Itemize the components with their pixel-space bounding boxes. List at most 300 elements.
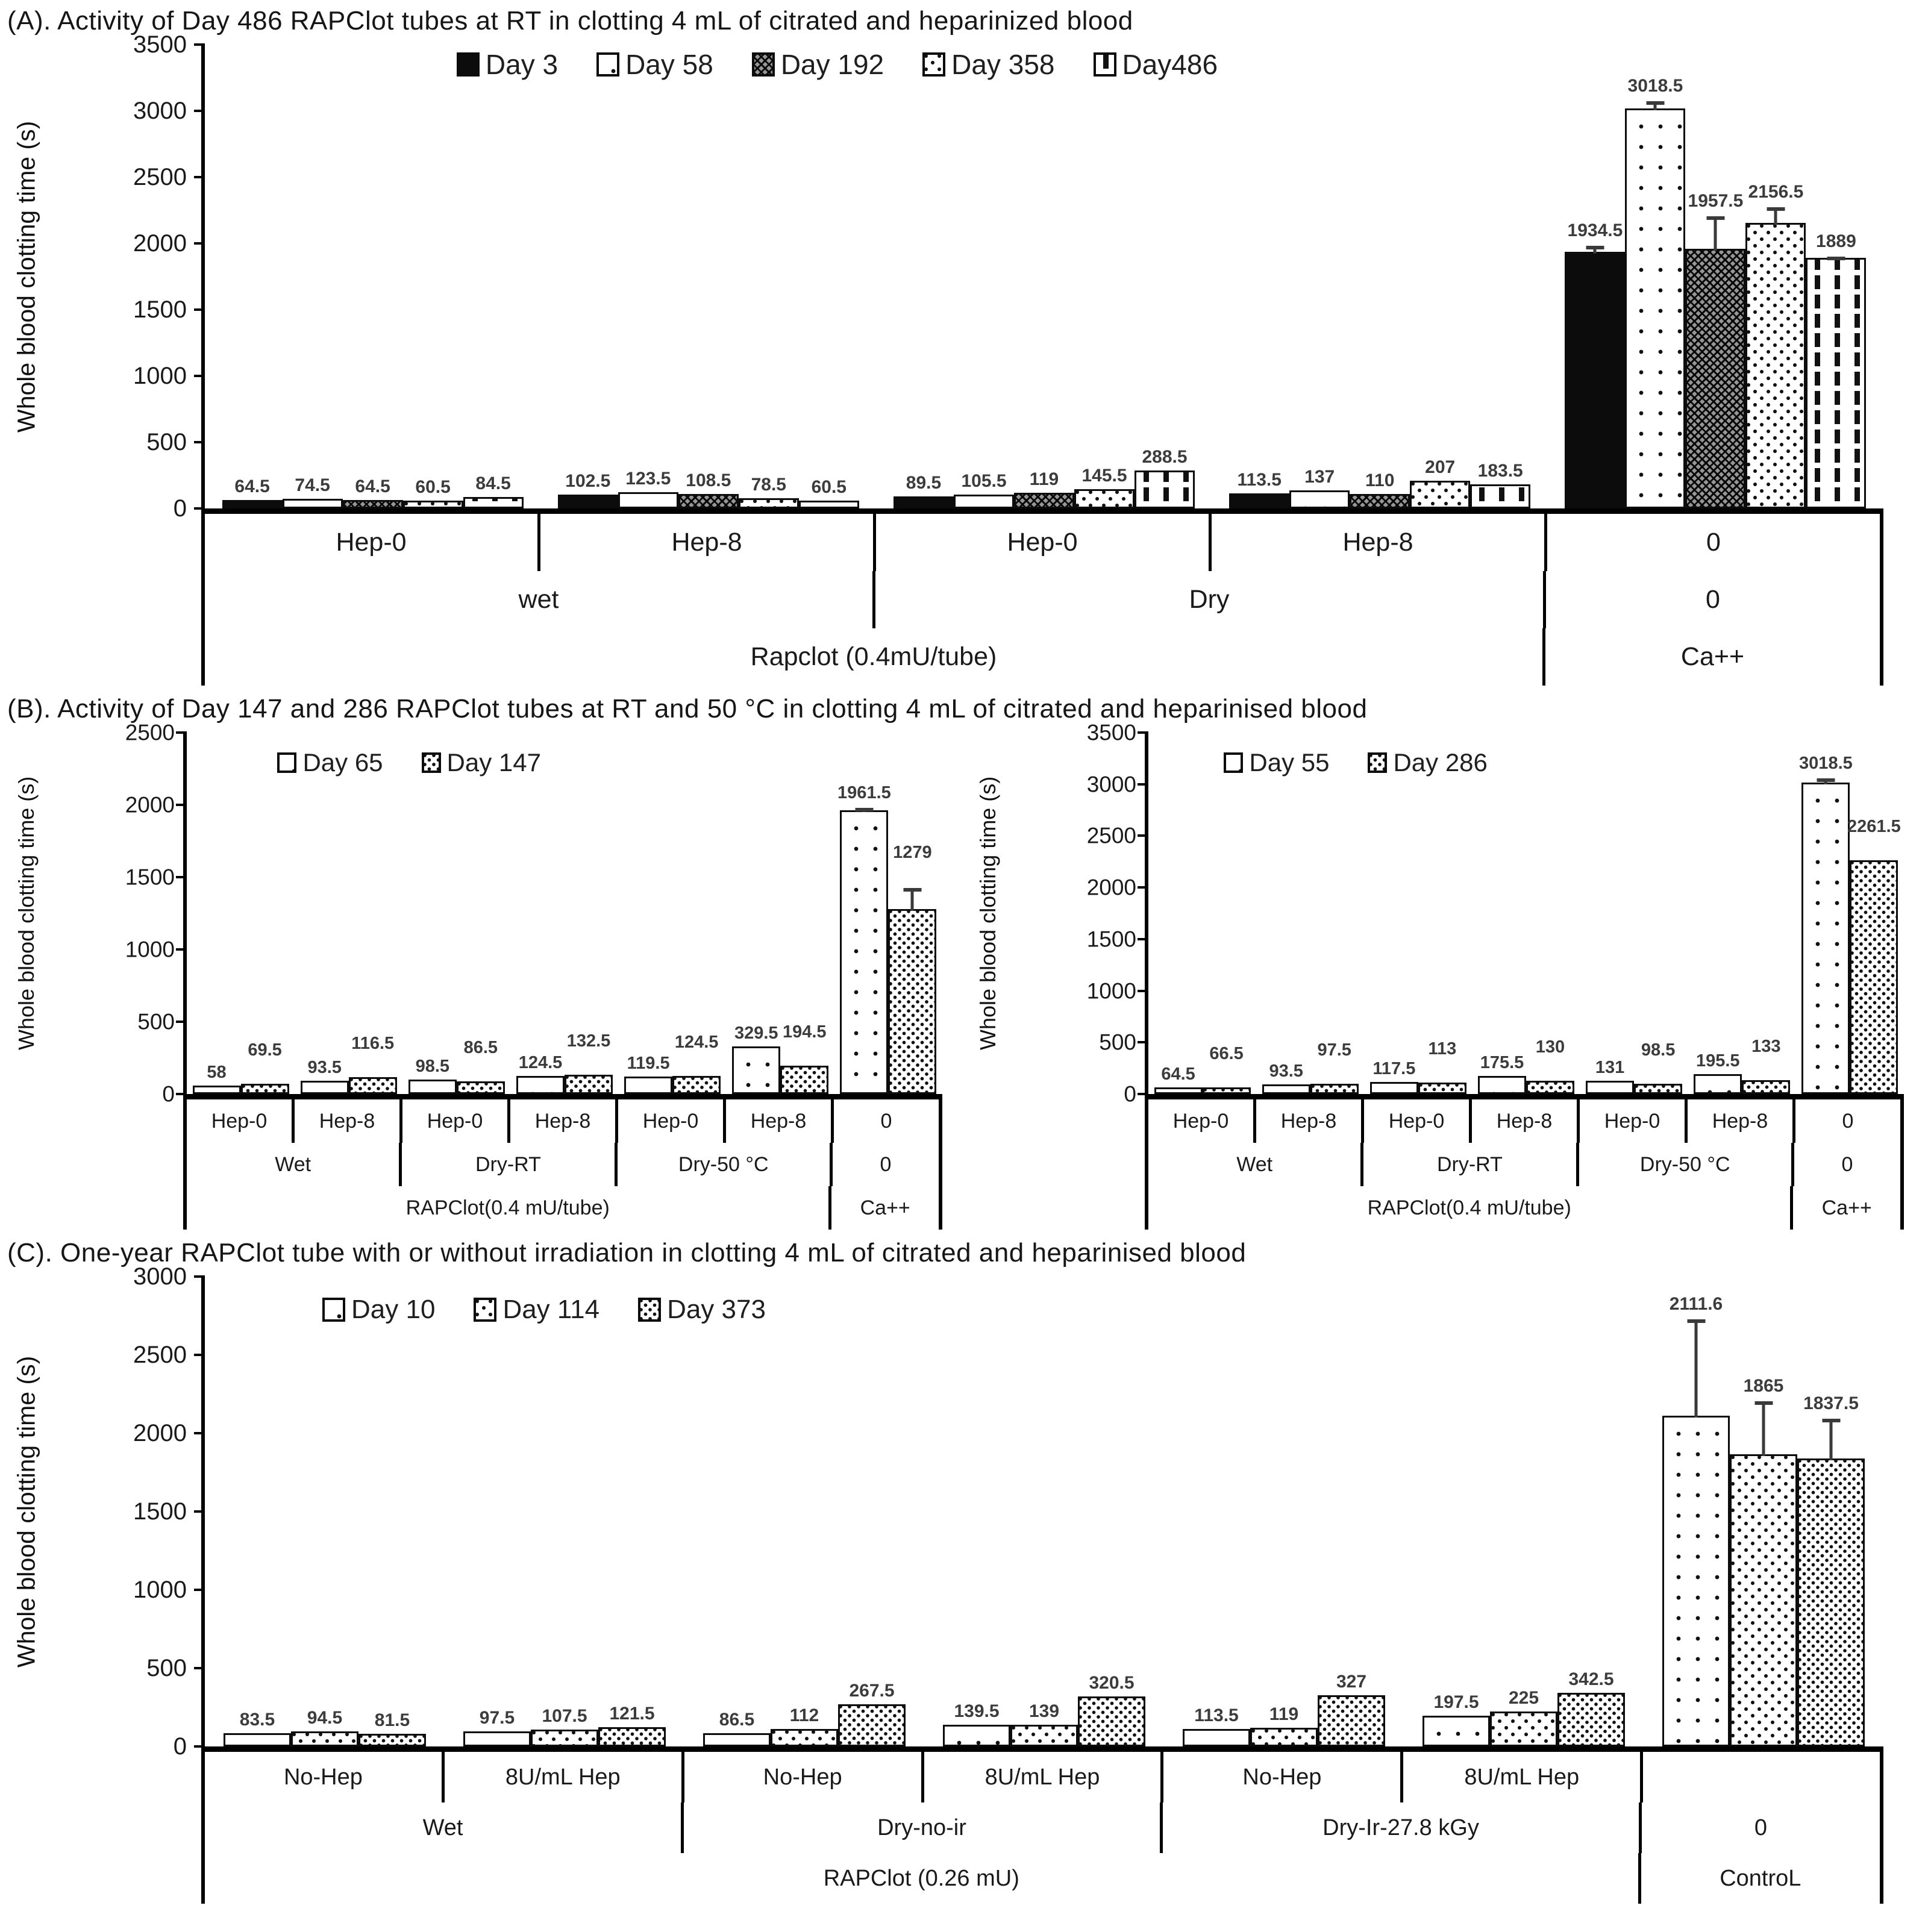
y-axis-tick-label: 2000 — [125, 792, 175, 818]
chart-b-right — [964, 720, 1926, 1230]
y-axis-tick-label: 0 — [173, 495, 187, 522]
x-condition-row — [205, 1802, 1880, 1853]
bar-value-label: 78.5 — [751, 474, 786, 495]
error-bar — [1695, 1319, 1698, 1418]
bar-group — [684, 1277, 924, 1746]
panel-a-title: (A). Activity of Day 486 RAPClot tubes at RT in clotting 4 mL of citrated and heparinized blood — [7, 6, 1133, 36]
legend-item — [277, 748, 383, 777]
bar-value-label: 195.5 — [1695, 1051, 1740, 1071]
y-axis-title: Whole blood clotting time (s) — [14, 776, 39, 1051]
legend-item — [596, 48, 713, 81]
bar — [1685, 191, 1745, 508]
bar-group — [1688, 733, 1796, 1094]
bar-value-label: 207 — [1425, 457, 1456, 478]
y-axis-tick-mark — [1138, 886, 1148, 889]
error-bar — [1654, 101, 1657, 110]
x-axis-label: Hep-0 — [1364, 1099, 1472, 1143]
bar-value-label: 2261.5 — [1847, 817, 1901, 837]
plot-area — [14, 720, 942, 1107]
x-axis-label: 8U/mL Hep — [1403, 1752, 1643, 1802]
bar — [780, 1022, 828, 1094]
bar — [1310, 1040, 1359, 1094]
bar — [241, 1040, 289, 1094]
bar-group — [1256, 733, 1364, 1094]
bar-value-label: 119.5 — [627, 1054, 670, 1074]
chart-a — [2, 31, 1926, 686]
legend-swatch-icon — [474, 1298, 496, 1322]
y-axis-tick-mark — [194, 1589, 205, 1591]
bar-value-label: 2156.5 — [1748, 181, 1804, 202]
x-axis-label: Hep-0 — [1148, 1099, 1256, 1143]
bar — [1370, 1058, 1418, 1094]
bar-value-label: 124.5 — [518, 1053, 563, 1073]
bar-group — [187, 733, 295, 1094]
y-axis-tick-label: 0 — [173, 1733, 187, 1760]
bar — [1289, 466, 1350, 508]
bar — [678, 470, 739, 508]
x-axis-label: Hep-8 — [1472, 1099, 1580, 1143]
bar-value-label: 64.5 — [234, 476, 270, 496]
bar — [516, 1053, 565, 1094]
bar-value-label: 1957.5 — [1688, 191, 1744, 211]
bar-value-label: 94.5 — [307, 1708, 343, 1728]
bar — [1203, 1043, 1251, 1094]
x-axis-label: Hep-0 — [1580, 1099, 1688, 1143]
y-axis-tick-label: 3500 — [1086, 720, 1136, 745]
x-axis-label: Ca++ — [1821, 1196, 1872, 1219]
legend-swatch-icon — [752, 52, 775, 77]
bar — [349, 1034, 397, 1094]
bar-group — [1548, 45, 1883, 508]
y-axis-tick-label: 2000 — [133, 230, 187, 257]
bar-value-label: 113.5 — [1194, 1705, 1239, 1725]
y-axis-tick-mark — [176, 731, 187, 734]
bar — [1074, 466, 1135, 508]
error-bar — [1835, 257, 1838, 260]
x-axis-label: Wet — [205, 1802, 684, 1853]
bar-value-label: 119 — [1269, 1704, 1299, 1725]
bar-value-label: 74.5 — [295, 475, 330, 495]
bar-value-label: 97.5 — [479, 1707, 515, 1728]
y-axis-tick-mark — [1138, 1093, 1148, 1095]
bar — [1625, 75, 1685, 508]
bar — [463, 1707, 531, 1746]
bar — [1470, 460, 1530, 508]
bar-value-label: 1837.5 — [1803, 1393, 1859, 1414]
y-axis-tick-mark — [1138, 834, 1148, 837]
bar — [193, 1063, 241, 1094]
x-axis-label: Hep-8 — [726, 1099, 834, 1143]
x-axis-label: 0 — [1842, 1109, 1854, 1133]
y-axis-tick-label: 1000 — [133, 1577, 187, 1603]
panel-b-title: (B). Activity of Day 147 and 286 RAPClot tubes at RT and 50 °C in clotting 4 mL of citrated and heparinised blood — [7, 694, 1368, 724]
bar — [1262, 1061, 1310, 1094]
x-axis-label: wet — [205, 571, 875, 628]
bar — [457, 1038, 505, 1094]
bar-value-label: 1279 — [893, 842, 932, 862]
bar-value-label: 132.5 — [566, 1031, 611, 1051]
bar-group — [619, 733, 727, 1094]
legend-label: Day 147 — [446, 748, 541, 777]
x-axis-category-table — [1145, 1099, 1904, 1230]
bar-value-label: 327 — [1336, 1671, 1367, 1692]
x-condition-row — [187, 1143, 939, 1186]
bar-value-label: 60.5 — [415, 477, 451, 497]
bar — [943, 1701, 1010, 1746]
legend-swatch-icon — [422, 752, 441, 773]
y-axis-tick-label: 1500 — [125, 864, 175, 890]
legend-swatch-icon — [1368, 752, 1387, 773]
bar — [1797, 1393, 1865, 1746]
bar-group — [834, 733, 942, 1094]
bar — [739, 474, 799, 508]
bar — [1806, 231, 1866, 508]
bar — [1078, 1672, 1145, 1746]
x-footer-row — [205, 628, 1880, 686]
x-axis-label: Dry-50 °C — [1579, 1143, 1794, 1186]
y-axis-tick-label: 1000 — [125, 937, 175, 962]
bar-value-label: 93.5 — [307, 1057, 342, 1077]
bar-group — [1364, 733, 1472, 1094]
chart-legend — [322, 1295, 766, 1325]
bar — [403, 477, 463, 508]
bar-value-label: 1865 — [1743, 1376, 1784, 1396]
bar-value-label: 119 — [1029, 469, 1059, 489]
bar-value-label: 1961.5 — [837, 783, 891, 803]
y-axis-tick-mark — [194, 1510, 205, 1513]
bar — [463, 474, 524, 508]
bar — [954, 470, 1014, 508]
x-axis-label: ControL — [1720, 1865, 1801, 1891]
bar-value-label: 194.5 — [782, 1022, 827, 1042]
y-axis-tick-mark — [194, 441, 205, 443]
bar — [598, 1704, 666, 1746]
y-axis-tick-label: 500 — [146, 1655, 187, 1681]
y-axis-tick-mark — [176, 1021, 187, 1023]
legend-label: Day 373 — [667, 1295, 766, 1324]
x-subgroup-row — [205, 1752, 1880, 1802]
y-axis-tick-mark — [194, 507, 205, 510]
x-axis-label: 8U/mL Hep — [924, 1752, 1164, 1802]
panel-b-charts-row — [2, 720, 1926, 1230]
x-axis-label: Dry-RT — [402, 1143, 617, 1186]
legend-item — [422, 748, 541, 777]
bar — [1135, 446, 1195, 508]
bar — [558, 471, 618, 508]
bar — [1586, 1057, 1634, 1094]
bar-value-label: 86.5 — [719, 1709, 755, 1730]
bar-groups — [205, 45, 1883, 508]
y-axis-tick-label: 500 — [1099, 1030, 1136, 1055]
error-bar — [1762, 1401, 1765, 1456]
bar-group — [1580, 733, 1688, 1094]
bar-group — [1212, 45, 1548, 508]
bar-value-label: 1889 — [1816, 231, 1856, 251]
legend-label: Day 192 — [780, 49, 884, 80]
y-axis-tick-mark — [194, 308, 205, 311]
bar — [1318, 1671, 1385, 1746]
x-axis-label: Hep-8 — [295, 1099, 402, 1143]
bar-value-label: 139.5 — [954, 1701, 1000, 1721]
bar — [222, 476, 283, 508]
bar-value-label: 3018.5 — [1627, 75, 1683, 96]
bar-value-label: 98.5 — [415, 1057, 450, 1077]
y-axis-title: Whole blood clotting time (s) — [12, 120, 40, 433]
x-axis-label: Dry — [875, 571, 1546, 628]
legend-item — [1094, 48, 1218, 81]
bar-value-label: 137 — [1304, 466, 1335, 487]
x-axis-label: Hep-0 — [187, 1099, 295, 1143]
bar-value-label: 3018.5 — [1799, 754, 1853, 774]
legend-swatch-icon — [277, 752, 296, 773]
x-axis-category-table — [201, 514, 1883, 686]
bar-value-label: 60.5 — [811, 477, 847, 497]
x-condition-row — [205, 571, 1880, 628]
y-axis-tick-mark — [194, 1745, 205, 1748]
bar — [1557, 1669, 1625, 1746]
legend-item — [922, 48, 1054, 81]
bar-value-label: 320.5 — [1089, 1672, 1135, 1693]
x-axis-label: Hep-8 — [540, 514, 876, 571]
y-axis-tick-label: 3500 — [133, 31, 187, 58]
y-axis-tick-label: 0 — [162, 1081, 175, 1107]
bar-group — [1404, 1277, 1644, 1746]
y-axis-tick-mark — [194, 110, 205, 112]
bar — [1490, 1687, 1557, 1747]
legend-swatch-icon — [596, 52, 619, 77]
bar-value-label: 107.5 — [542, 1706, 587, 1727]
y-axis-tick-label: 3000 — [133, 98, 187, 124]
y-axis-tick-mark — [1138, 938, 1148, 940]
x-axis-label: RAPClot(0.4 mU/tube) — [1148, 1186, 1793, 1230]
y-axis-tick-mark — [1138, 990, 1148, 992]
bar — [565, 1031, 613, 1094]
y-axis-tick-label: 2500 — [1086, 823, 1136, 848]
bar-value-label: 133 — [1751, 1037, 1781, 1057]
bar-value-label: 117.5 — [1372, 1058, 1416, 1078]
legend-swatch-icon — [638, 1298, 661, 1322]
x-subgroup-row — [1148, 1099, 1900, 1143]
x-axis-label: Hep-0 — [876, 514, 1212, 571]
x-axis-label: No-Hep — [205, 1752, 445, 1802]
bar — [1183, 1705, 1250, 1747]
x-axis-label: Wet — [187, 1143, 402, 1186]
bar-value-label: 1934.5 — [1567, 220, 1623, 241]
legend-label: Day 358 — [951, 49, 1055, 80]
bar-value-label: 342.5 — [1568, 1669, 1614, 1689]
x-subgroup-row — [205, 514, 1880, 571]
x-axis-label: Ca++ — [860, 1196, 910, 1219]
y-axis-tick-mark — [194, 375, 205, 377]
y-axis-tick-mark — [176, 876, 187, 878]
legend-swatch-icon — [1224, 752, 1243, 773]
legend-swatch-icon — [1094, 52, 1116, 77]
y-axis-tick-mark — [194, 242, 205, 245]
bar — [1154, 1064, 1203, 1094]
plot-area — [12, 31, 1883, 522]
x-axis-category-table — [201, 1752, 1883, 1904]
bar — [1742, 1037, 1790, 1094]
bar-value-label: 66.5 — [1209, 1043, 1244, 1063]
bar — [1423, 1692, 1490, 1746]
bar-group — [1164, 1277, 1404, 1746]
legend-label: Day 55 — [1249, 748, 1330, 777]
legend-label: Day486 — [1122, 49, 1218, 80]
bar-value-label: 130 — [1535, 1037, 1565, 1057]
legend-item — [474, 1295, 599, 1325]
bar-value-label: 58 — [207, 1063, 227, 1083]
x-axis-label: Hep-0 — [618, 1099, 726, 1143]
bar-value-label: 93.5 — [1269, 1061, 1303, 1081]
bar — [1847, 817, 1901, 1094]
bar-value-label: 64.5 — [1161, 1064, 1195, 1084]
error-bar — [1594, 246, 1597, 254]
bar — [618, 468, 678, 508]
bar — [799, 477, 859, 508]
bar — [1565, 220, 1625, 508]
x-axis-label: 0 — [880, 1109, 892, 1133]
bar — [672, 1033, 721, 1094]
legend-item — [1368, 748, 1487, 777]
bar-value-label: 131 — [1595, 1057, 1625, 1077]
bar — [1350, 470, 1410, 508]
bar-group — [205, 45, 540, 508]
bar-value-label: 64.5 — [355, 476, 390, 496]
x-footer-row — [1148, 1186, 1900, 1230]
bar — [771, 1705, 838, 1746]
bar — [408, 1057, 457, 1094]
bar — [894, 473, 954, 508]
x-axis-label: 0 — [1754, 1815, 1768, 1840]
y-axis-tick-mark — [194, 1354, 205, 1356]
bar-group — [295, 733, 402, 1094]
bar-value-label: 89.5 — [906, 473, 942, 493]
bar-group — [924, 1277, 1164, 1746]
bar-value-label: 113 — [1428, 1039, 1457, 1058]
x-axis-label — [1643, 1752, 1880, 1802]
x-axis-label: 0 — [1706, 585, 1720, 614]
bar-value-label: 2111.6 — [1669, 1294, 1723, 1315]
legend-label: Day 58 — [625, 49, 713, 80]
bar — [301, 1057, 349, 1094]
x-axis-label: No-Hep — [684, 1752, 924, 1802]
legend-label: Day 10 — [351, 1295, 436, 1324]
x-axis-label: Hep-8 — [1256, 1099, 1364, 1143]
error-bar — [1824, 778, 1827, 784]
y-axis-tick-label: 1500 — [1086, 927, 1136, 952]
y-axis-tick-label: 2000 — [1086, 875, 1136, 900]
bar-value-label: 145.5 — [1081, 466, 1127, 486]
bar — [343, 476, 403, 508]
bar-value-label: 124.5 — [674, 1033, 719, 1052]
bar-value-label: 112 — [789, 1705, 819, 1725]
error-bar — [1774, 207, 1777, 225]
y-axis-tick-mark — [176, 948, 187, 951]
x-axis-label: Hep-8 — [1688, 1099, 1795, 1143]
bar — [1694, 1051, 1742, 1095]
y-axis-tick-label: 3000 — [1086, 772, 1136, 797]
bar — [1662, 1294, 1730, 1746]
legend-label: Day 114 — [502, 1295, 600, 1324]
y-axis-tick-label: 3000 — [133, 1263, 187, 1290]
bar-groups — [187, 733, 942, 1094]
error-bar — [911, 888, 914, 911]
bar-group — [876, 45, 1212, 508]
bar-value-label: 69.5 — [248, 1040, 282, 1060]
y-axis-tick-mark — [1138, 783, 1148, 786]
bar-value-label: 288.5 — [1142, 446, 1188, 467]
bar-group — [445, 1277, 684, 1746]
bar — [224, 1710, 291, 1746]
x-axis-label: Ca++ — [1680, 642, 1745, 671]
bar-value-label: 98.5 — [1641, 1040, 1676, 1060]
bar-value-label: 225 — [1508, 1687, 1539, 1708]
bar — [1418, 1039, 1466, 1094]
y-axis-tick-mark — [1138, 731, 1148, 734]
x-axis-label: Hep-8 — [510, 1099, 618, 1143]
x-axis-label: 0 — [1706, 528, 1721, 557]
panel-a — [2, 6, 1926, 686]
y-axis-tick-mark — [176, 804, 187, 806]
y-axis-tick-label: 2500 — [133, 1342, 187, 1368]
bar — [703, 1709, 771, 1746]
x-axis-label: 0 — [1841, 1152, 1853, 1176]
panel-c — [2, 1238, 1926, 1904]
bar-value-label: 81.5 — [374, 1710, 410, 1730]
bar-value-label: 110 — [1365, 470, 1395, 490]
bar-group — [205, 1277, 445, 1746]
error-bar — [863, 808, 866, 812]
bar-value-label: 197.5 — [1433, 1692, 1479, 1712]
bar — [1526, 1037, 1574, 1094]
x-axis-label: Dry-RT — [1363, 1143, 1579, 1186]
x-condition-row — [1148, 1143, 1900, 1186]
x-axis-label: Wet — [1148, 1143, 1363, 1186]
bar — [283, 475, 343, 508]
x-axis-label: RAPClot (0.26 mU) — [205, 1853, 1641, 1904]
bar-value-label: 84.5 — [475, 474, 511, 494]
bar-value-label: 113.5 — [1237, 470, 1282, 490]
bar — [838, 1681, 906, 1746]
x-axis-label: Dry-50 °C — [618, 1143, 833, 1186]
bar — [358, 1710, 426, 1746]
x-footer-row — [187, 1186, 939, 1230]
legend-swatch-icon — [922, 52, 945, 77]
bar — [1250, 1704, 1318, 1746]
bar-value-label: 123.5 — [625, 468, 671, 489]
bar — [1010, 1701, 1078, 1746]
bar — [1745, 181, 1806, 508]
error-bar — [1714, 216, 1717, 251]
bar — [732, 1023, 780, 1094]
legend-label: Day 3 — [485, 49, 559, 80]
plot-area — [975, 720, 1904, 1107]
x-axis-label: Hep-8 — [1212, 514, 1547, 571]
y-axis-tick-label: 2500 — [133, 164, 187, 190]
bar — [1014, 469, 1074, 508]
bar — [888, 842, 936, 1094]
y-axis-tick-mark — [176, 1093, 187, 1095]
x-axis-label: Rapclot (0.4mU/tube) — [205, 628, 1545, 686]
bar — [624, 1054, 672, 1094]
y-axis-tick-mark — [194, 1275, 205, 1278]
plot-area — [12, 1263, 1883, 1760]
y-axis-tick-label: 1000 — [133, 363, 187, 389]
bar-value-label: 267.5 — [849, 1681, 895, 1701]
bar-group — [1148, 733, 1256, 1094]
x-axis-label: No-Hep — [1163, 1752, 1403, 1802]
y-axis-tick-mark — [194, 1432, 205, 1434]
